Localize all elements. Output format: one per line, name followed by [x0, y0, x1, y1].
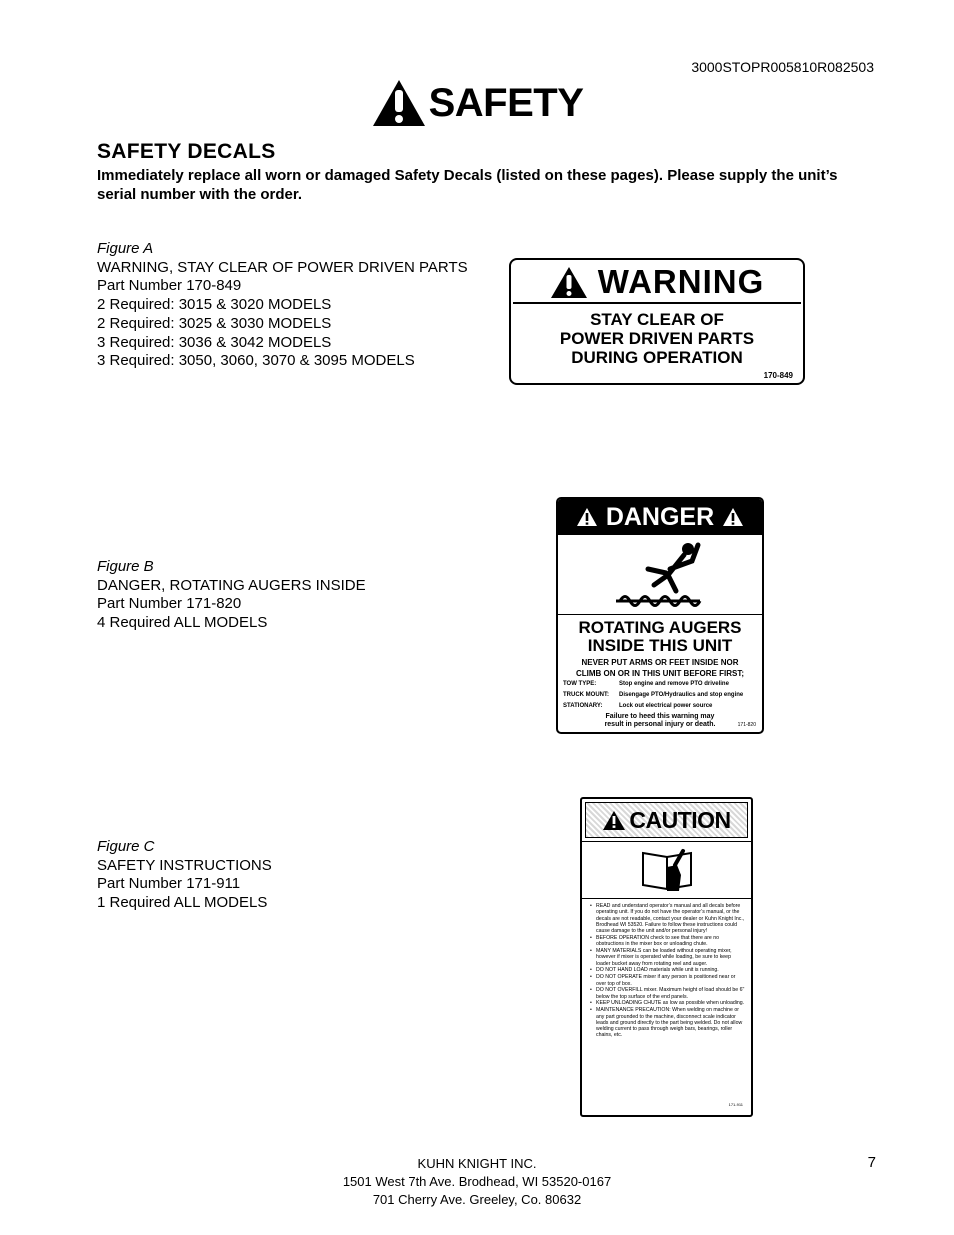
danger-note-line: CLIMB ON OR IN THIS UNIT BEFORE FIRST;	[576, 669, 744, 678]
danger-row	[563, 701, 762, 712]
danger-row-text: Stop engine and remove PTO driveline	[619, 681, 729, 687]
figure-line: SAFETY INSTRUCTIONS	[97, 856, 272, 874]
caution-signal-word: CAUTION	[629, 806, 731, 833]
warning-line: STAY CLEAR OF	[590, 310, 724, 329]
caution-item: • DO NOT OVERFILL mixer. Maximum height of load should be 6" below the top surface of the end panels.	[590, 987, 745, 1000]
intro-paragraph: Immediately replace all worn or damaged Safety Decals (listed on these pages). Please supply the unit’s serial number with the order.	[97, 167, 838, 203]
danger-note-line: NEVER PUT ARMS OR FEET INSIDE NOR	[581, 658, 739, 667]
figure-line: 2 Required: 3015 & 3020 MODELS	[97, 296, 332, 314]
figure-b-description	[97, 558, 366, 633]
danger-row	[563, 679, 762, 690]
danger-heading-line: ROTATING AUGERS	[578, 618, 742, 637]
figure-line: 2 Required: 3025 & 3030 MODELS	[97, 314, 332, 332]
warning-line: DURING OPERATION	[571, 348, 743, 367]
warning-signal-band	[513, 262, 801, 304]
decal-part-number: 171-820	[737, 722, 756, 728]
figure-line: Part Number 171-911	[97, 875, 241, 893]
decal-part-number: 171-911	[728, 1102, 743, 1107]
section-title: SAFETY DECALS	[97, 140, 276, 163]
warning-triangle-icon	[576, 507, 598, 527]
warning-message	[511, 310, 803, 367]
figure-a-description	[97, 240, 468, 371]
warning-triangle-icon	[722, 507, 744, 527]
caution-signal-band	[585, 802, 748, 838]
figure-caption: Figure B	[97, 558, 154, 575]
danger-note	[558, 657, 762, 679]
warning-triangle-icon	[371, 78, 427, 128]
danger-row	[563, 690, 762, 701]
figure-line: DANGER, ROTATING AUGERS INSIDE	[97, 576, 366, 594]
danger-footer-line: result in personal injury or death.	[604, 721, 716, 728]
caution-decal	[580, 797, 753, 1117]
warning-decal	[509, 258, 805, 385]
auger-pictogram	[558, 535, 762, 615]
page-number: 7	[867, 1154, 876, 1171]
footer-line: 701 Cherry Ave. Greeley, Co. 80632	[372, 1192, 582, 1207]
danger-instructions	[558, 679, 762, 712]
danger-heading	[558, 619, 762, 655]
company-footer	[0, 1155, 954, 1209]
figure-line: Part Number 171-820	[97, 595, 242, 613]
footer-line: 1501 West 7th Ave. Brodhead, WI 53520-0167	[342, 1174, 612, 1189]
figure-caption: Figure C	[97, 838, 155, 855]
figure-c-description	[97, 838, 272, 913]
figure-line: 3 Required: 3050, 3060, 3070 & 3095 MODELS	[97, 352, 415, 370]
danger-footer-line: Failure to heed this warning may	[605, 713, 715, 720]
danger-signal-band	[558, 499, 762, 535]
warning-triangle-icon	[550, 266, 588, 299]
manual-pictogram	[582, 841, 751, 899]
caution-item: • MANY MATERIALS can be loaded without operating mixer, however if mixer is operated while loading, be sure to keep loader bucket away from rotating reel and auger.	[590, 948, 745, 967]
warning-triangle-icon	[602, 810, 626, 831]
warning-signal-word: WARNING	[597, 263, 765, 300]
page-header	[0, 78, 954, 128]
danger-row-label: STATIONARY:	[563, 703, 603, 709]
danger-footer	[558, 713, 762, 729]
caution-item: • DO NOT OPERATE mixer if any person is positioned near or over top of box.	[590, 974, 745, 987]
figure-caption: Figure A	[97, 240, 154, 257]
caution-item: • KEEP UNLOADING CHUTE as low as possible when unloading.	[590, 1000, 745, 1006]
caution-item: • DO NOT HAND LOAD materials while unit is running.	[590, 967, 745, 973]
danger-signal-word: DANGER	[605, 502, 715, 531]
read-manual-icon	[637, 845, 697, 895]
caution-item: • READ and understand operator’s manual and all decals before operating unit. If you do not have the operator’s manual, or the decals are not readable, contact your dealer or Kuhn Knight Inc., Brodhead WI 53520. Failure to follow these instructions could cause damage to the unit and/or personal injury!	[590, 903, 745, 934]
danger-row-label: TRUCK MOUNT:	[563, 692, 609, 698]
document-id: 3000STOPR005810R082503	[691, 59, 874, 75]
warning-line: POWER DRIVEN PARTS	[559, 329, 755, 348]
caution-instruction-list	[582, 899, 751, 1039]
caution-item: • MAINTENANCE PRECAUTION: When welding on machine or any part grounded to the machine, disconnect scale indicator leads and ground directly to the part being welded. Do not allow welding current to pass through weigh bars, bearings, roller chains, etc.	[590, 1007, 745, 1038]
figure-line: 4 Required ALL MODELS	[97, 614, 268, 632]
figure-line: 3 Required: 3036 & 3042 MODELS	[97, 333, 332, 351]
page-title: SAFETY	[428, 80, 584, 125]
danger-row-label: TOW TYPE:	[563, 681, 597, 687]
danger-decal	[556, 497, 764, 734]
decal-part-number: 170-849	[763, 371, 793, 380]
danger-row-text: Disengage PTO/Hydraulics and stop engine	[619, 692, 744, 698]
footer-line: KUHN KNIGHT INC.	[417, 1156, 537, 1171]
falling-person-auger-icon	[558, 535, 762, 615]
figure-line: Part Number 170-849	[97, 277, 242, 295]
figure-line: WARNING, STAY CLEAR OF POWER DRIVEN PARTS	[97, 258, 468, 276]
danger-heading-line: INSIDE THIS UNIT	[587, 636, 733, 655]
caution-item: • BEFORE OPERATION check to see that there are no obstructions in the mixer box or unloading chute.	[590, 935, 745, 948]
danger-row-text: Lock out electrical power source	[619, 703, 713, 709]
figure-line: 1 Required ALL MODELS	[97, 894, 268, 912]
